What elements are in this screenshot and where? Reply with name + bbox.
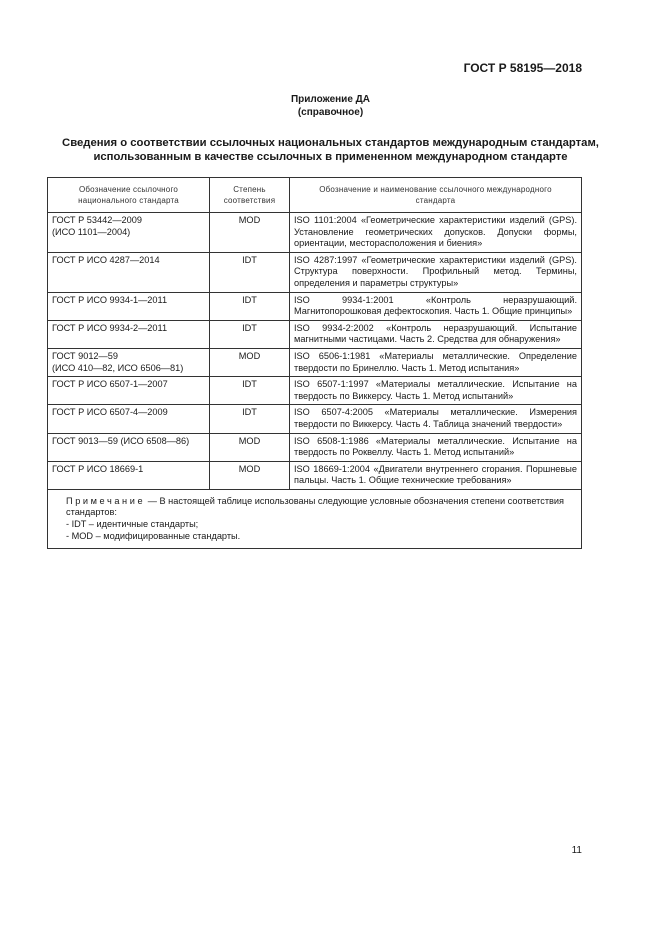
international-standard-cell: ISO 6507-4:2005 «Материалы металлические. Измерения твердости по Виккерсу. Часть 4. Таблица значений твердости» (290, 405, 582, 433)
annex-title: Приложение ДА (290, 94, 371, 105)
table-row (48, 320, 582, 348)
note-item-mod: - MOD – модифицированные стандарты. (66, 530, 241, 541)
column-header-degree (210, 178, 290, 213)
table-note-row (48, 489, 582, 548)
correspondence-table (47, 177, 582, 549)
national-standard-line: ГОСТ Р ИСО 4287—2014 (52, 254, 160, 265)
table-row (48, 377, 582, 405)
national-standard-cell (48, 433, 210, 461)
degree-cell: IDT (210, 292, 290, 320)
table-row (48, 292, 582, 320)
national-standard-line: (ИСО 410—82, ИСО 6506—81) (52, 362, 184, 373)
table-header-row (48, 178, 582, 213)
table-note (48, 489, 582, 548)
national-standard-cell (48, 377, 210, 405)
annex-type: (справочное) (297, 107, 364, 118)
section-heading-line-1: Сведения о соответствии ссылочных национальных стандартов международным стандартам, (62, 137, 599, 149)
international-standard-cell: ISO 6508-1:1986 «Материалы металлические. Испытание на твердость по Роквеллу. Часть 1. Метод испытаний» (290, 433, 582, 461)
header-line: стандарта (415, 196, 456, 205)
international-standard-cell: ISO 6506-1:1981 «Материалы металлические. Определение твердости по Бринеллю. Часть 1. Метод испытания» (290, 348, 582, 376)
table-row (48, 348, 582, 376)
degree-cell: MOD (210, 461, 290, 489)
national-standard-line: ГОСТ Р ИСО 9934-2—2011 (52, 322, 168, 333)
header-line: Обозначение ссылочного (78, 185, 179, 194)
note-text (66, 496, 573, 519)
section-heading (40, 136, 621, 164)
national-standard-cell (48, 348, 210, 376)
degree-cell: IDT (210, 377, 290, 405)
national-standard-line: ГОСТ Р ИСО 6507-4—2009 (52, 407, 168, 418)
header-line: соответствия (223, 196, 276, 205)
national-standard-cell (48, 252, 210, 292)
international-standard-cell: ISO 9934-2:2002 «Контроль неразрушающий. Испытание магнитными частицами. Часть 2. Средства для обнаружения» (290, 320, 582, 348)
degree-cell: IDT (210, 320, 290, 348)
document-code: ГОСТ Р 58195—2018 (463, 61, 582, 75)
header-line: национального стандарта (78, 196, 179, 205)
header-line: Степень (233, 185, 266, 194)
table-row (48, 433, 582, 461)
table-row (48, 461, 582, 489)
page-number: 11 (571, 845, 582, 856)
international-standard-cell: ISO 18669-1:2004 «Двигатели внутреннего сгорания. Поршневые пальцы. Часть 1. Общие технические требования» (290, 461, 582, 489)
degree-cell: IDT (210, 405, 290, 433)
table-row (48, 405, 582, 433)
note-item-idt: - IDT – идентичные стандарты; (66, 519, 199, 530)
national-standard-line: ГОСТ Р ИСО 9934-1—2011 (52, 294, 168, 305)
column-header-international (290, 178, 582, 213)
column-header-national (48, 178, 210, 213)
national-standard-line: ГОСТ 9013—59 (ИСО 6508—86) (52, 435, 190, 446)
degree-cell: MOD (210, 348, 290, 376)
national-standard-cell (48, 461, 210, 489)
national-standard-cell (48, 405, 210, 433)
national-standard-cell (48, 213, 210, 253)
national-standard-cell (48, 320, 210, 348)
international-standard-cell: ISO 9934-1:2001 «Контроль неразрушающий. Магнитопорошковая дефектоскопия. Часть 1. Общие принципы» (290, 292, 582, 320)
international-standard-cell: ISO 1101:2004 «Геометрические характеристики изделий (GPS). Установление геометрических допусков. Допуски формы, ориентации, месторасположения и биения» (290, 213, 582, 253)
national-standard-line: ГОСТ 9012—59 (52, 350, 118, 361)
degree-cell: MOD (210, 433, 290, 461)
header-line: Обозначение и наименование ссылочного международного (319, 185, 552, 194)
degree-cell: MOD (210, 213, 290, 253)
table-row (48, 213, 582, 253)
national-standard-cell (48, 292, 210, 320)
national-standard-line: ГОСТ Р ИСО 18669-1 (52, 463, 144, 474)
table-row (48, 252, 582, 292)
degree-cell: IDT (210, 252, 290, 292)
note-body: — В настоящей таблице использованы следующие условные обозначения степени соответствия стандартов: (66, 495, 565, 518)
national-standard-line: (ИСО 1101—2004) (52, 226, 131, 237)
national-standard-line: ГОСТ Р 53442—2009 (52, 215, 142, 225)
section-heading-line-2: использованным в качестве ссылочных в примененном международном стандарте (93, 151, 568, 163)
international-standard-cell: ISO 6507-1:1997 «Материалы металлические. Испытание на твердость по Виккерсу. Часть 1. Метод испытаний» (290, 377, 582, 405)
note-label: Примечание (66, 495, 146, 506)
national-standard-line: ГОСТ Р ИСО 6507-1—2007 (52, 379, 168, 390)
international-standard-cell: ISO 4287:1997 «Геометрические характеристики изделий (GPS). Структура поверхности. Профильный метод. Термины, определения и параметры структуры» (290, 252, 582, 292)
